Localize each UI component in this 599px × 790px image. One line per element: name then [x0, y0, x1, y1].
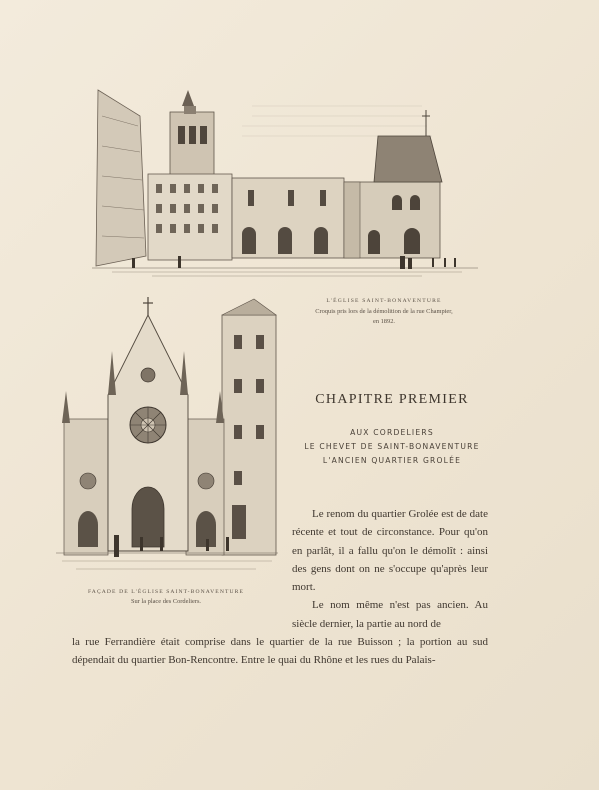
- chapter-subtitle-1: AUX CORDELIERS: [350, 428, 434, 437]
- chapter-subtitle-3: L'ANCIEN QUARTIER GROLÉE: [322, 456, 462, 465]
- top-caption-line2: en 1892.: [372, 318, 395, 325]
- paragraph-1: Le renom du quartier Grolée est de date récente et tout de circonstance. Pour qu'on en parlât, il a fallu qu'on le démolît : ainsi des gens dont on ne s'occupe qu'après leur mort.: [292, 508, 488, 594]
- paragraph-2-start: Le nom même n'est pas ancien. Au siècle dernier, la partie au nord de: [292, 599, 488, 630]
- left-caption-title: FAÇADE DE L'ÉGLISE SAINT-BONAVENTURE: [88, 589, 244, 595]
- church-chevet-engraving: [92, 86, 478, 281]
- chapter-heading: CHAPITRE PREMIER: [315, 392, 469, 407]
- top-caption-title: L'ÉGLISE SAINT-BONAVENTURE: [326, 298, 442, 304]
- top-caption-line1: Croquis pris lors de la démolition de la rue Champier,: [315, 308, 453, 315]
- paragraph-2-continued: la rue Ferrandière était comprise dans le quartier de la rue Buisson ; la portion au sud dépendait du quartier Bon-Rencontre. Entre le quai du Rhône et les rues du Palais-: [72, 636, 488, 667]
- top-figure-caption: [294, 298, 474, 327]
- chapter-subtitle-2: LE CHEVET DE SAINT-BONAVENTURE: [304, 442, 480, 451]
- left-caption-line1: Sur la place des Cordeliers.: [130, 598, 202, 605]
- chapter-subtitles: [270, 426, 514, 468]
- body-text: [72, 505, 488, 670]
